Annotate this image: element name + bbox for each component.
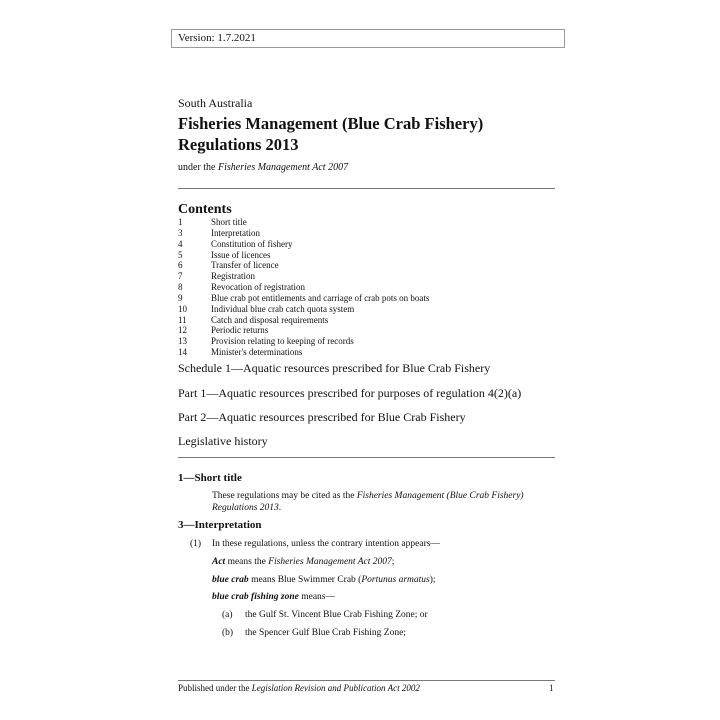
toc-item[interactable] xyxy=(178,239,429,250)
toc-item-number: 7 xyxy=(178,271,183,282)
title-line-2: Regulations 2013 xyxy=(178,135,299,154)
toc-legislative-history[interactable]: Legislative history xyxy=(178,434,268,448)
divider-contents xyxy=(178,457,555,458)
section-1-text xyxy=(212,490,552,514)
toc-item-label: Revocation of registration xyxy=(211,282,305,293)
definition-act xyxy=(212,556,394,568)
toc-item-number: 5 xyxy=(178,249,183,260)
title-line-1: Fisheries Management (Blue Crab Fishery) xyxy=(178,114,484,133)
def-bcfz-means: means— xyxy=(298,592,335,602)
toc-item-number: 6 xyxy=(178,260,183,271)
def-bcfz-term: blue crab fishing zone xyxy=(212,592,299,602)
s3-subsection-1-num: (1) xyxy=(190,539,202,549)
definition-blue-crab-fishing-zone xyxy=(212,591,335,603)
footer-act: Legislation Revision and Publication Act 2002 xyxy=(251,683,420,693)
def-act-italic: Fisheries Management Act 2007 xyxy=(268,557,392,567)
toc-item[interactable] xyxy=(178,260,429,271)
toc-part-2[interactable]: Part 2—Aquatic resources prescribed for Blue Crab Fishery xyxy=(178,410,466,424)
toc-item[interactable] xyxy=(178,228,429,239)
under-act-name: Fisheries Management Act 2007 xyxy=(218,162,349,173)
toc-item[interactable] xyxy=(178,336,429,347)
toc-item[interactable] xyxy=(178,347,429,358)
def-act-end: ; xyxy=(391,557,395,567)
toc-item-number: 4 xyxy=(178,238,183,249)
toc-item-number: 1 xyxy=(178,217,183,227)
footer-text xyxy=(178,683,420,693)
toc-item-label: Catch and disposal requirements xyxy=(211,314,329,325)
toc-item-number: 8 xyxy=(178,282,183,293)
s1-text-italic-2: Regulations 2013 xyxy=(212,503,279,513)
version-box xyxy=(171,29,565,48)
page-number: 1 xyxy=(549,683,554,693)
under-prefix: under the xyxy=(178,162,218,173)
toc-item[interactable] xyxy=(178,217,429,228)
toc-part-1[interactable]: Part 1—Aquatic resources prescribed for purposes of regulation 4(2)(a) xyxy=(178,386,522,400)
toc-item[interactable] xyxy=(178,315,429,326)
divider-top xyxy=(178,188,555,189)
def-bc-term: blue crab xyxy=(212,575,249,585)
toc-item-label: Minister's determinations xyxy=(211,347,303,358)
toc-item-label: Registration xyxy=(211,271,255,282)
version-label: Version: 1.7.2021 xyxy=(178,32,256,44)
toc-item-number: 14 xyxy=(178,347,187,358)
s1-text-prefix: These regulations may be cited as the xyxy=(212,491,357,501)
toc-item-label: Blue crab pot entitlements and carriage of crab pots on boats xyxy=(211,292,430,303)
toc-item-label: Issue of licences xyxy=(211,249,271,260)
toc-item-number: 13 xyxy=(178,336,187,347)
toc-item[interactable] xyxy=(178,271,429,282)
toc-item-label: Provision relating to keeping of records xyxy=(211,336,354,347)
def-bc-italic: Portunus armatus xyxy=(361,575,430,585)
section-1-heading: 1—Short title xyxy=(178,472,242,484)
para-a-text: the Gulf St. Vincent Blue Crab Fishing Zone; or xyxy=(245,610,428,620)
jurisdiction: South Australia xyxy=(178,96,253,110)
toc-item[interactable] xyxy=(178,250,429,261)
under-act-line xyxy=(178,162,348,173)
toc-item-label: Constitution of fishery xyxy=(211,238,293,249)
document-title xyxy=(178,113,483,155)
toc-item-label: Short title xyxy=(211,217,247,227)
toc-item[interactable] xyxy=(178,282,429,293)
toc-item-label: Interpretation xyxy=(211,227,260,238)
toc-item-label: Individual blue crab catch quota system xyxy=(211,303,355,314)
s3-subsection-1-text: In these regulations, unless the contrary intention appears— xyxy=(212,539,440,549)
section-3-heading: 3—Interpretation xyxy=(178,519,262,531)
toc-item-number: 9 xyxy=(178,292,183,303)
para-b-num: (b) xyxy=(222,628,234,638)
contents-list xyxy=(178,217,429,358)
toc-item-number: 12 xyxy=(178,325,187,336)
toc-item[interactable] xyxy=(178,293,429,304)
def-bc-means: means Blue Swimmer Crab ( xyxy=(248,575,362,585)
toc-item[interactable] xyxy=(178,325,429,336)
para-b-text: the Spencer Gulf Blue Crab Fishing Zone; xyxy=(245,628,406,638)
toc-item-label: Transfer of licence xyxy=(211,260,279,271)
s1-text-italic-1: Fisheries Management (Blue Crab Fishery) xyxy=(356,491,524,501)
toc-schedule-1[interactable]: Schedule 1—Aquatic resources prescribed for Blue Crab Fishery xyxy=(178,361,491,375)
footer-prefix: Published under the xyxy=(178,683,252,693)
para-a-num: (a) xyxy=(222,610,233,620)
contents-heading: Contents xyxy=(178,202,232,217)
toc-item-label: Periodic returns xyxy=(211,325,269,336)
def-bc-end: ); xyxy=(429,575,436,585)
divider-footer xyxy=(178,680,555,681)
def-act-means: means the xyxy=(225,557,269,567)
toc-item-number: 3 xyxy=(178,227,183,238)
s1-text-suffix: . xyxy=(278,503,282,513)
definition-blue-crab xyxy=(212,574,436,586)
toc-item-number: 11 xyxy=(178,314,187,325)
toc-item-number: 10 xyxy=(178,303,187,314)
toc-item[interactable] xyxy=(178,304,429,315)
def-act-term: Act xyxy=(212,557,226,567)
